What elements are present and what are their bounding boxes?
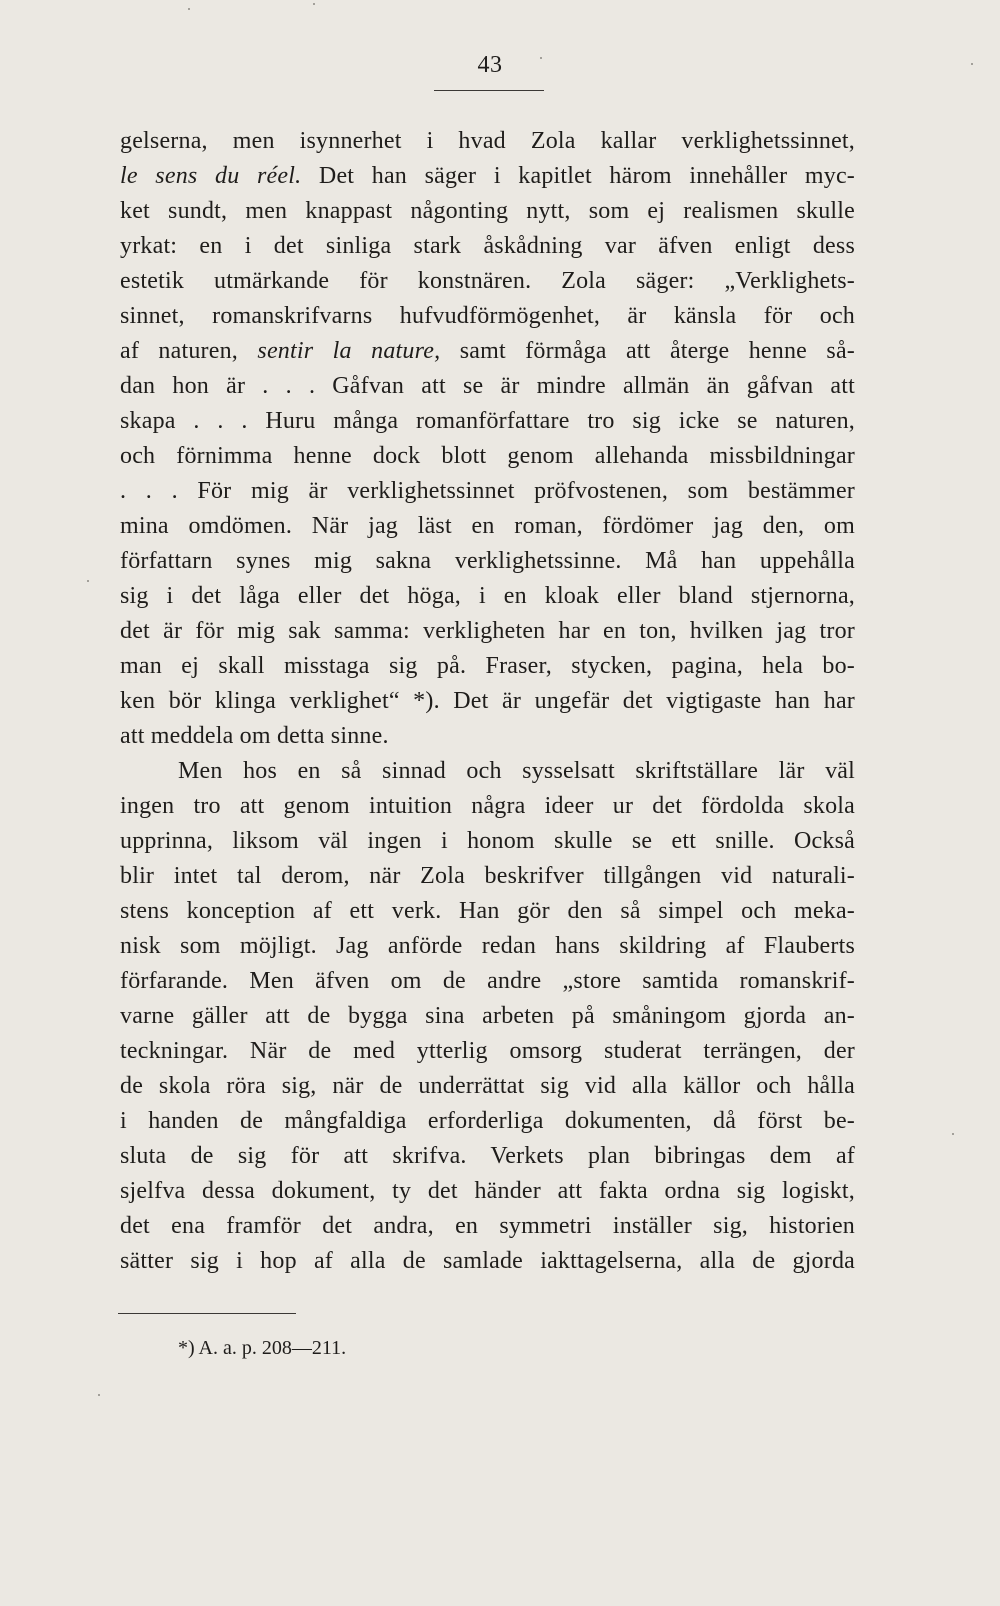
text-segment: sinnet, romanskrifvarns hufvudförmögenhet, är känsla för och (120, 303, 855, 329)
text-segment: yrkat: en i det sinliga stark åskådning var äfven enligt dess (120, 233, 855, 259)
text-line (120, 579, 855, 614)
text-line (120, 649, 855, 684)
text-line (120, 999, 855, 1034)
text-segment: författarn synes mig sakna verklighetssinne. Må han uppehålla (120, 548, 855, 574)
text-segment: estetik utmärkande för konstnären. Zola säger: „Verklighets- (120, 268, 855, 294)
paper-speck (188, 8, 190, 10)
paragraph (120, 124, 855, 754)
text-segment: det ena framför det andra, en symmetri inställer sig, historien (120, 1213, 855, 1239)
text-segment: skapa . . . Huru många romanförfattare tro sig icke se naturen, (120, 408, 855, 434)
text-line (120, 859, 855, 894)
text-line (120, 474, 855, 509)
text-line (120, 614, 855, 649)
text-segment: blir intet tal derom, när Zola beskrifver tillgången vid naturali- (120, 863, 855, 889)
paper-speck (971, 63, 973, 65)
text-segment: samt förmåga att återge henne så- (440, 338, 855, 364)
text-segment: man ej skall misstaga sig på. Fraser, stycken, pagina, hela bo- (120, 653, 855, 679)
text-segment: ken bör klinga verklighet“ *). Det är ungefär det vigtigaste han har (120, 688, 855, 714)
header-rule (434, 90, 544, 91)
footnote-rule (118, 1313, 296, 1314)
text-segment: upprinna, liksom väl ingen i honom skulle se ett snille. Också (120, 828, 855, 854)
body-text (120, 124, 855, 1279)
paper-speck (540, 57, 542, 59)
text-segment: mina omdömen. När jag läst en roman, fördömer jag den, om (120, 513, 855, 539)
text-line (120, 299, 855, 334)
footnote: *) A. a. p. 208—211. (178, 1337, 347, 1359)
text-segment: nisk som möjligt. Jag anförde redan hans skildring af Flauberts (120, 933, 855, 959)
text-line (120, 894, 855, 929)
text-line (120, 1069, 855, 1104)
text-line (120, 404, 855, 439)
paragraph (120, 754, 855, 1279)
text-segment: i handen de mångfaldiga erforderliga dokumenten, då först be- (120, 1108, 855, 1134)
text-line (120, 929, 855, 964)
text-line (120, 264, 855, 299)
text-line (120, 229, 855, 264)
text-segment: sig i det låga eller det höga, i en kloak eller bland stjernorna, (120, 583, 855, 609)
text-segment: Det han säger i kapitlet härom innehåller myc- (301, 163, 855, 189)
paper-speck (952, 1133, 954, 1135)
text-segment: de skola röra sig, när de underrättat sig vid alla källor och hålla (120, 1073, 855, 1099)
text-segment: gelserna, men isynnerhet i hvad Zola kallar verklighetssinnet, (120, 128, 855, 154)
text-segment: af naturen, (120, 338, 258, 364)
text-line (120, 789, 855, 824)
text-line (120, 964, 855, 999)
text-line (120, 1104, 855, 1139)
paper-speck (87, 580, 89, 582)
text-line (120, 124, 855, 159)
text-segment: stens konception af ett verk. Han gör den så simpel och meka- (120, 898, 855, 924)
paper-speck (98, 1394, 100, 1396)
text-line (120, 719, 855, 754)
text-line (120, 334, 855, 369)
text-line (120, 194, 855, 229)
text-segment: . . . För mig är verklighetssinnet pröfvostenen, som bestämmer (120, 478, 855, 504)
text-segment: ingen tro att genom intuition några ideer ur det fördolda skola (120, 793, 855, 819)
text-segment: att meddela om detta sinne. (120, 723, 389, 749)
text-segment: ket sundt, men knappast någonting nytt, som ej realismen skulle (120, 198, 855, 224)
text-segment: det är för mig sak samma: verkligheten har en ton, hvilken jag tror (120, 618, 855, 644)
text-line (120, 1244, 855, 1279)
text-line (120, 509, 855, 544)
text-segment: Men hos en så sinnad och sysselsatt skriftställare lär väl (178, 758, 855, 784)
text-line (120, 1034, 855, 1069)
text-line (120, 1174, 855, 1209)
text-segment: teckningar. När de med ytterlig omsorg studerat terrängen, der (120, 1038, 855, 1064)
italic-text: sentir la nature, (257, 338, 441, 364)
text-line (120, 684, 855, 719)
text-segment: dan hon är . . . Gåfvan att se är mindre allmän än gåfvan att (120, 373, 855, 399)
text-segment: förfarande. Men äfven om de andre „store samtida romanskrif- (120, 968, 855, 994)
text-segment: varne gäller att de bygga sina arbeten på småningom gjorda an- (120, 1003, 855, 1029)
text-line (120, 1139, 855, 1174)
text-line (120, 159, 855, 194)
paper-speck (313, 3, 315, 5)
text-line (120, 369, 855, 404)
text-segment: sätter sig i hop af alla de samlade iakttagelserna, alla de gjorda (120, 1248, 855, 1274)
page-number: 43 (477, 52, 503, 78)
text-segment: och förnimma henne dock blott genom allehanda missbildningar (120, 443, 855, 469)
text-line (120, 544, 855, 579)
text-segment: sjelfva dessa dokument, ty det händer att fakta ordna sig logiskt, (120, 1178, 855, 1204)
text-segment: sluta de sig för att skrifva. Verkets plan bibringas dem af (120, 1143, 855, 1169)
text-line (120, 754, 855, 789)
text-line (120, 1209, 855, 1244)
text-line (120, 824, 855, 859)
italic-text: le sens du réel. (120, 163, 302, 189)
text-line (120, 439, 855, 474)
